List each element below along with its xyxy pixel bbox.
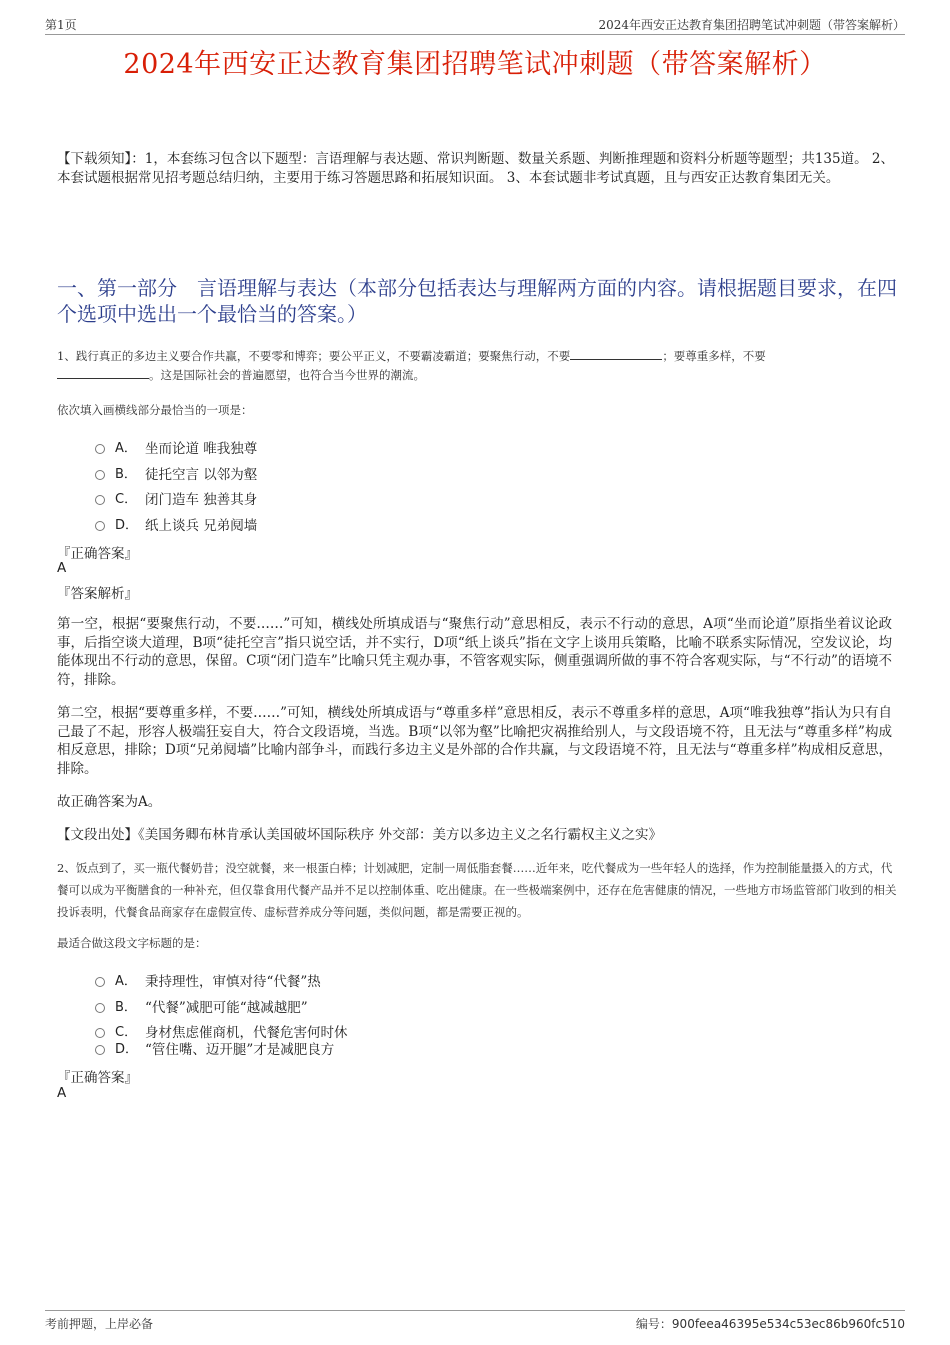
radio-button[interactable]	[95, 444, 105, 454]
radio-button[interactable]	[95, 977, 105, 987]
question-2-stem: 2、饭点到了，买一瓶代餐奶昔；没空就餐，来一根蛋白棒；计划减肥，定制一周低脂套餐……近年来，吃代餐成为一些年轻人的选择，作为控制能量摄入的方式，代餐可以成为平衡膳食的一种补充，但仅靠食用代餐产品并不足以控制体重、吃出健康。在一些极端案例中，还存在危害健康的情况，一些地方市场监管部门收到的相关投诉表明，代餐食品商家存在虚假宣传、虚标营养成分等问题，类似问题，都是需要正视的。	[57, 861, 897, 919]
answer-value: A	[57, 560, 67, 576]
answer-label: 『正确答案』	[57, 546, 138, 562]
answer-label: 『正确答案』	[57, 1070, 138, 1086]
download-notice: 【下载须知】：1，本套练习包含以下题型：言语理解与表达题、常识判断题、数量关系题、判断推理题和资料分析题等题型；共135道。 2、本套试题根据常见招考题总结归纳，主要用于练习答题思路和拓展知识面。 3、本套试题非考试真题，且与西安正达教育集团无关。	[57, 151, 894, 186]
radio-button[interactable]	[95, 1028, 105, 1038]
analysis-conclusion: 故正确答案为A。	[57, 794, 162, 810]
text-source: 【文段出处】《美国务卿布林肯承认美国破坏国际秩序 外交部：美方以多边主义之名行霸权主义之实》	[57, 827, 663, 843]
radio-button[interactable]	[95, 521, 105, 531]
fill-blank-1	[570, 347, 662, 360]
document-title: 2024年西安正达教育集团招聘笔试冲刺题（带答案解析）	[123, 49, 827, 80]
page-footer	[45, 1310, 905, 1331]
answer-value: A	[57, 1085, 67, 1101]
radio-button[interactable]	[95, 470, 105, 480]
fill-blank-2	[57, 366, 149, 379]
radio-button[interactable]	[95, 1045, 105, 1055]
radio-button[interactable]	[95, 1003, 105, 1013]
analysis-label: 『答案解析』	[57, 586, 138, 602]
question-1-stem: 1、践行真正的多边主义要合作共赢，不要零和博弈；要公平正义，不要霸凌霸道；要聚焦行动，不要 ；要尊重多样，不要 。这是国际社会的普遍愿望，也符合当今世界的潮流。	[57, 349, 766, 382]
document-code: 编号：900feea46395e534c53ec86b960fc510	[635, 1317, 905, 1331]
page-header	[45, 14, 905, 35]
question-1-prompt: 依次填入画横线部分最恰当的一项是：	[57, 403, 253, 417]
section-heading: 一、第一部分 言语理解与表达（本部分包括表达与理解两方面的内容。请根据题目要求，在四个选项中选出一个最恰当的答案。）	[57, 276, 897, 326]
header-doc-title: 2024年西安正达教育集团招聘笔试冲刺题（带答案解析）	[598, 18, 905, 32]
analysis-paragraph-2: 第二空，根据“要尊重多样，不要……”可知，横线处所填成语与“尊重多样”意思相反，表示不尊重多样的意思，A项“唯我独尊”指认为只有自己最了不起，形容人极端狂妄自大，符合文段语境，当选。B项“以邻为壑”比喻把灾祸推给别人，与文段语境不符，且无法与“尊重多样”构成相反意思，排除；D项“兄弟阋墙”比喻内部争斗，而践行多边主义是外部的合作共赢，与文段语境不符，且无法与“尊重多样”构成相反意思，排除。	[57, 705, 892, 777]
page-number: 第1页	[45, 18, 77, 32]
radio-button[interactable]	[95, 495, 105, 505]
analysis-paragraph-1: 第一空，根据“要聚焦行动，不要……”可知，横线处所填成语与“聚焦行动”意思相反，表示不行动的意思，A项“坐而论道”原指坐着议论政事，后指空谈大道理，B项“徒托空言”指只说空话，并不实行，D项“纸上谈兵”指在文字上谈用兵策略，比喻不联系实际情况，空发议论，均能体现出不行动的意思，保留。C项“闭门造车”比喻只凭主观办事，不管客观实际，侧重强调所做的事不符合客观实际，与“不行动”的语境不符，排除。	[57, 616, 892, 688]
footer-slogan: 考前押题，上岸必备	[45, 1317, 154, 1331]
question-2-prompt: 最适合做这段文字标题的是：	[57, 936, 207, 950]
